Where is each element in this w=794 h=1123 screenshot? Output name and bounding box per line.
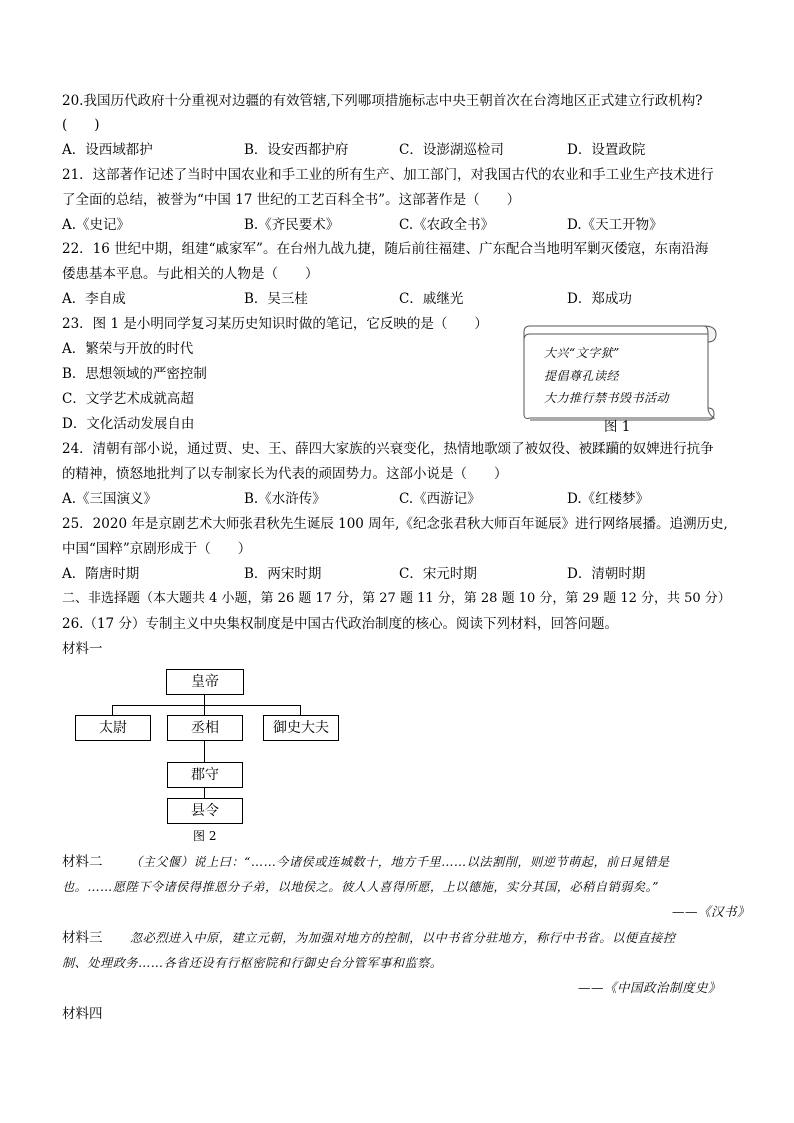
q25-line1: 25．2020 年是京剧艺术大师张君秋先生诞辰 100 周年,《纪念张君秋大师百年诞辰》进行网络展播。追溯历史,: [62, 516, 728, 532]
q23-option-d: D．文化活动发展自由: [62, 416, 195, 432]
section-2-heading: 二、非选择题（本大题共 4 小题，第 26 题 17 分，第 27 题 11 分，第 28 题 10 分，第 29 题 12 分，共 50 分）: [62, 591, 731, 606]
box-junshou: 郡守: [167, 762, 243, 788]
q25-option-d: D．清朝时期: [567, 566, 646, 582]
q23-option-c: C．文学艺术成就高超: [62, 391, 194, 407]
q23-option-a: A．繁荣与开放的时代: [62, 341, 194, 357]
material-2-line1: （主父偃）说上曰：“……今诸侯或连城数十，地方千里……以法割削，则逆节萌起，前日晁错是: [130, 855, 670, 869]
q23-stem: 23．图 1 是小明同学复习某历史知识时做的笔记，它反映的是（ ）: [62, 316, 488, 332]
material-3-line1: 忽必烈进入中原，建立元朝，为加强对地方的控制，以中书省分驻地方，称行中书省。以便直接控: [130, 931, 676, 945]
material-3-label: 材料三: [62, 930, 103, 946]
q24-line1: 24．清朝有部小说，通过贾、史、王、薛四大家族的兴衰变化，热情地歌颂了被奴役、被蹂躏的奴婢进行抗争: [62, 441, 714, 457]
connector: [300, 705, 301, 715]
q20-option-b: B．设安西都护府: [244, 142, 349, 158]
q24-line2: 的精神，愤怒地批判了以专制家长为代表的顽固势力。这部小说是（ ）: [62, 466, 508, 482]
q21-option-c: C.《农政全书》: [399, 217, 495, 233]
connector: [204, 705, 205, 715]
scroll-line-3: 大力推行禁书毁书活动: [544, 391, 670, 405]
connector: [204, 695, 205, 705]
q26-stem: 26.（17 分）专制主义中央集权制度是中国古代政治制度的核心。阅读下列材料，回答问题。: [62, 616, 618, 632]
box-yushi: 御史大夫: [263, 715, 339, 741]
material-2-source: ——《汉书》: [672, 904, 751, 919]
connector: [112, 705, 300, 706]
q20-stem: 20.我国历代政府十分重视对边疆的有效管辖,下列哪项措施标志中央王朝首次在台湾地区正式建立行政机构?: [62, 93, 703, 109]
q21-line2: 了全面的总结，被誉为“中国 17 世纪的工艺百科全书”。这部著作是（ ）: [62, 192, 521, 208]
q21-option-d: D.《天工开物》: [567, 217, 663, 233]
figure-1-label: 图 1: [604, 419, 631, 435]
q22-line1: 22．16 世纪中期，组建“戚家军”。在台州九战九捷，随后前往福建、广东配合当地明军剿灭倭寇，东南沿海: [62, 241, 709, 257]
q22-option-d: D．郑成功: [567, 291, 632, 307]
q25-option-b: B．两宋时期: [244, 566, 322, 582]
q23-option-b: B．思想领域的严密控制: [62, 366, 207, 382]
q20-paren: ( ): [62, 117, 100, 133]
material-2-line2: 也。……愿陛下令诸侯得推恩分子弟，以地侯之。彼人人喜得所愿，上以德施，实分其国，必稍自销弱矣。”: [62, 880, 659, 894]
q25-line2: 中国“国粹”京剧形成于（ ）: [62, 541, 252, 557]
connector: [112, 705, 113, 715]
material-4-label: 材料四: [62, 1006, 103, 1022]
q21-option-a: A.《史记》: [62, 217, 131, 233]
box-xianling: 县令: [167, 798, 243, 824]
q25-option-a: A．隋唐时期: [62, 566, 140, 582]
q20-option-a: A．设西域都护: [62, 142, 153, 158]
material-3-source: ——《中国政治制度史》: [578, 980, 722, 995]
q25-option-c: C．宋元时期: [399, 566, 477, 582]
q22-line2: 倭患基本平息。与此相关的人物是（ ）: [62, 266, 319, 282]
connector: [204, 741, 205, 762]
q22-option-a: A．李自成: [62, 291, 126, 307]
scroll-line-1: 大兴“文字狱”: [544, 346, 620, 360]
q21-line1: 21．这部著作记述了当时中国农业和手工业的所有生产、加工部门，对我国古代的农业和手工业生产技术进行: [62, 167, 714, 183]
q24-option-a: A.《三国演义》: [62, 491, 158, 507]
q24-option-d: D.《红楼梦》: [567, 491, 650, 507]
box-taiwei: 太尉: [75, 715, 151, 741]
q20-option-c: C．设澎湖巡检司: [399, 142, 504, 158]
connector: [204, 788, 205, 798]
figure-2-label: 图 2: [193, 829, 217, 843]
q24-option-c: C.《西游记》: [399, 491, 481, 507]
q24-option-b: B.《水浒传》: [244, 491, 326, 507]
material-2-label: 材料二: [62, 854, 103, 870]
material-3-line2: 制、处理政务……各省还设有行枢密院和行御史台分管军事和监察。: [62, 956, 443, 970]
box-emperor: 皇帝: [166, 669, 244, 695]
q20-option-d: D．设置政院: [567, 142, 646, 158]
q22-option-b: B．吴三桂: [244, 291, 308, 307]
q22-option-c: C．戚继光: [399, 291, 464, 307]
material-1-label: 材料一: [62, 641, 103, 657]
q21-option-b: B.《齐民要术》: [244, 217, 340, 233]
box-chengxiang: 丞相: [167, 715, 243, 741]
scroll-line-2: 提倡尊孔读经: [544, 369, 620, 383]
